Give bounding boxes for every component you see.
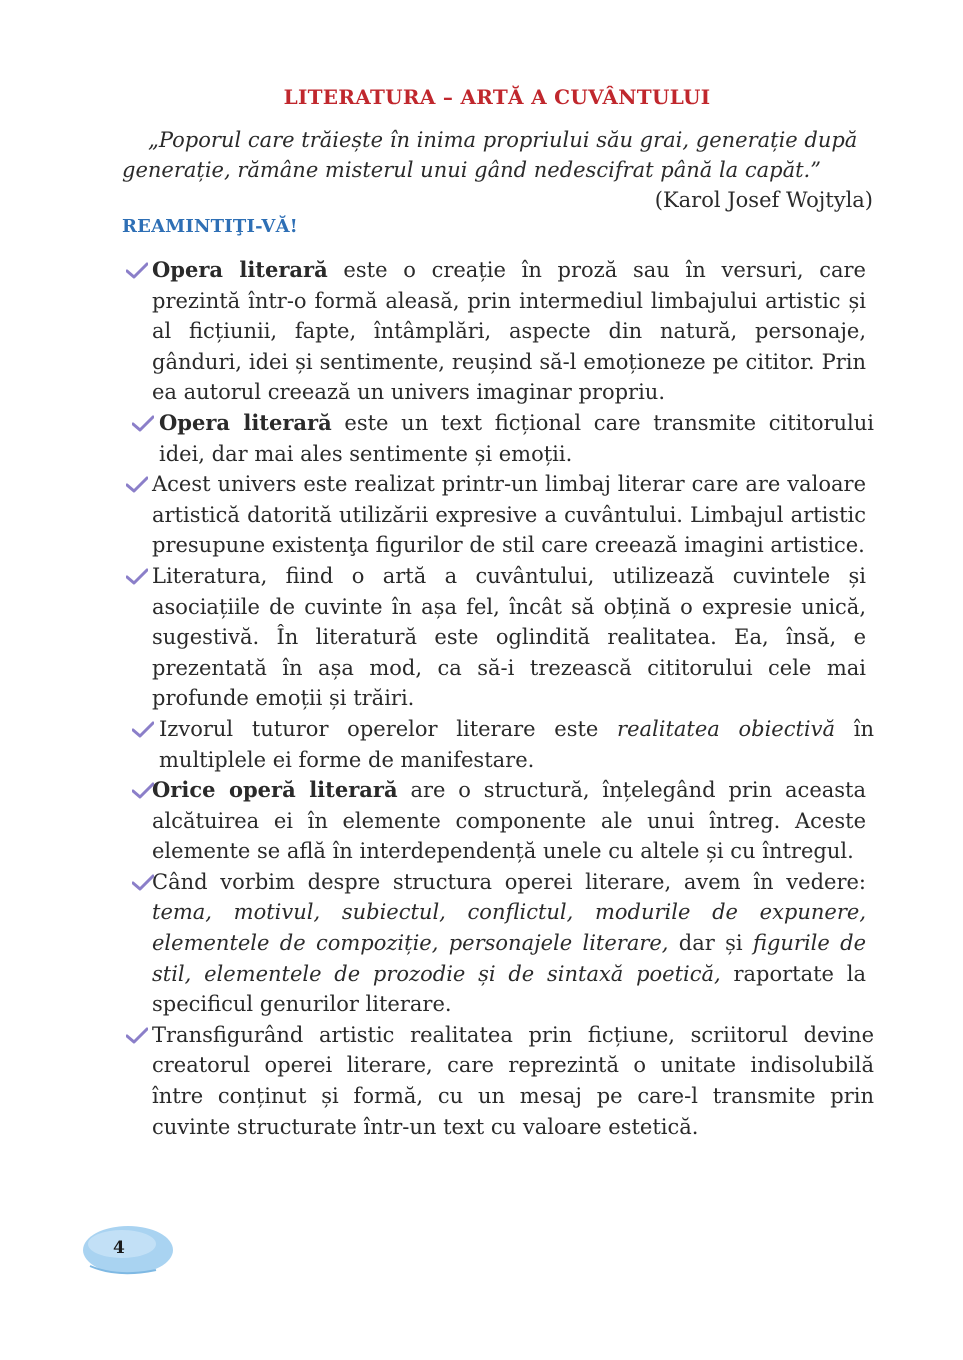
item-text: Literatura, fiind o artă a cuvântului, utilizează cuvintele și asociațiile de cuvinte în așa fel, încât să obțină o expresie unică, sugestivă. În literatură este oglindită realitatea. Ea, însă, e prezentată în așa mod, ca să-i trezească cititorului cele mai profunde emoții și trăiri. <box>152 563 866 711</box>
epigraph-line: „Poporul care trăiește în inima propriului său grai, generație după <box>148 128 858 152</box>
page-number: 4 <box>113 1238 125 1258</box>
checkmark-icon <box>126 262 148 280</box>
list-item <box>122 408 874 469</box>
list-item <box>122 714 874 775</box>
checkmark-icon <box>132 874 154 892</box>
epigraph <box>122 125 874 185</box>
list-item <box>122 561 874 714</box>
list-item <box>122 469 874 561</box>
bullet-list <box>122 255 874 1142</box>
italic-term: figurile de stil, elementele de prozodie și de sintaxă poetică, <box>152 931 866 986</box>
epigraph-author: (Karol Josef Wojtyla) <box>654 188 873 212</box>
italic-term: realitatea obiectivă <box>617 716 836 741</box>
list-item <box>122 775 874 867</box>
item-text: în multiplele ei forme de manifestare. <box>159 716 874 772</box>
checkmark-icon <box>126 476 148 494</box>
checkmark-icon <box>126 1027 148 1045</box>
italic-term: tema, motivul, subiectul, conflictul, modurile de expunere, elementele de compoziție, personajele literare, <box>152 900 866 956</box>
bold-term: Orice operă literară <box>152 777 398 803</box>
item-text: este o creație în proză sau în versuri, care prezintă într-o formă aleasă, prin intermediul limbajului artistic și al ficțiunii, fapte, întâmplări, aspecte din natură, personaje, gânduri, idei și sentimente, reușind să-l emoționeze pe cititor. Prin ea autorul creează un univers imaginar propriu. <box>152 258 866 405</box>
section-heading: REAMINTIŢI-VĂ! <box>122 216 298 237</box>
list-item <box>122 255 874 408</box>
checkmark-icon <box>132 782 154 800</box>
item-text: Când vorbim despre structura operei literare, avem în vedere: <box>152 869 866 894</box>
item-text: dar și <box>668 931 753 956</box>
bold-term: Opera literară <box>159 409 332 435</box>
item-text: Transfigurând artistic realitatea prin ficțiune, scriitorul devine creatorul operei literare, care reprezintă o unitate indisolubilă între conținut și formă, cu un mesaj pe care-l transmite prin cuvinte structurate într-un text cu valoare estetică. <box>152 1022 874 1139</box>
checkmark-icon <box>132 721 154 739</box>
checkmark-icon <box>132 415 154 433</box>
item-text: Acest univers este realizat printr-un limbaj literar care are valoare artistică datorită utilizării expresive a cuvântului. Limbajul artistic presupune existenţa figurilor de stil care creează imagini artistice. <box>152 472 866 558</box>
item-text: are o structură, înțelegând prin aceasta alcătuirea ei în elemente componente ale unui întreg. Aceste elemente se află în interdependență unele cu altele și cu întregul. <box>152 778 867 864</box>
item-text: este un text ficțional care transmite cititorului idei, dar mai ales sentimente și emoții. <box>159 410 874 466</box>
checkmark-icon <box>126 568 148 586</box>
bold-term: Opera literară <box>152 257 328 282</box>
list-item <box>122 867 874 1020</box>
item-text: raportate la specificul genurilor literare. <box>152 961 866 1017</box>
list-item <box>122 1020 874 1142</box>
page-number-badge <box>78 1216 174 1280</box>
item-text: Izvorul tuturor operelor literare este <box>159 716 618 741</box>
epigraph-line: generație, rămâne misterul unui gând nedescifrat până la capăt.” <box>122 158 821 182</box>
page-title: LITERATURA – ARTĂ A CUVÂNTULUI <box>283 85 711 109</box>
